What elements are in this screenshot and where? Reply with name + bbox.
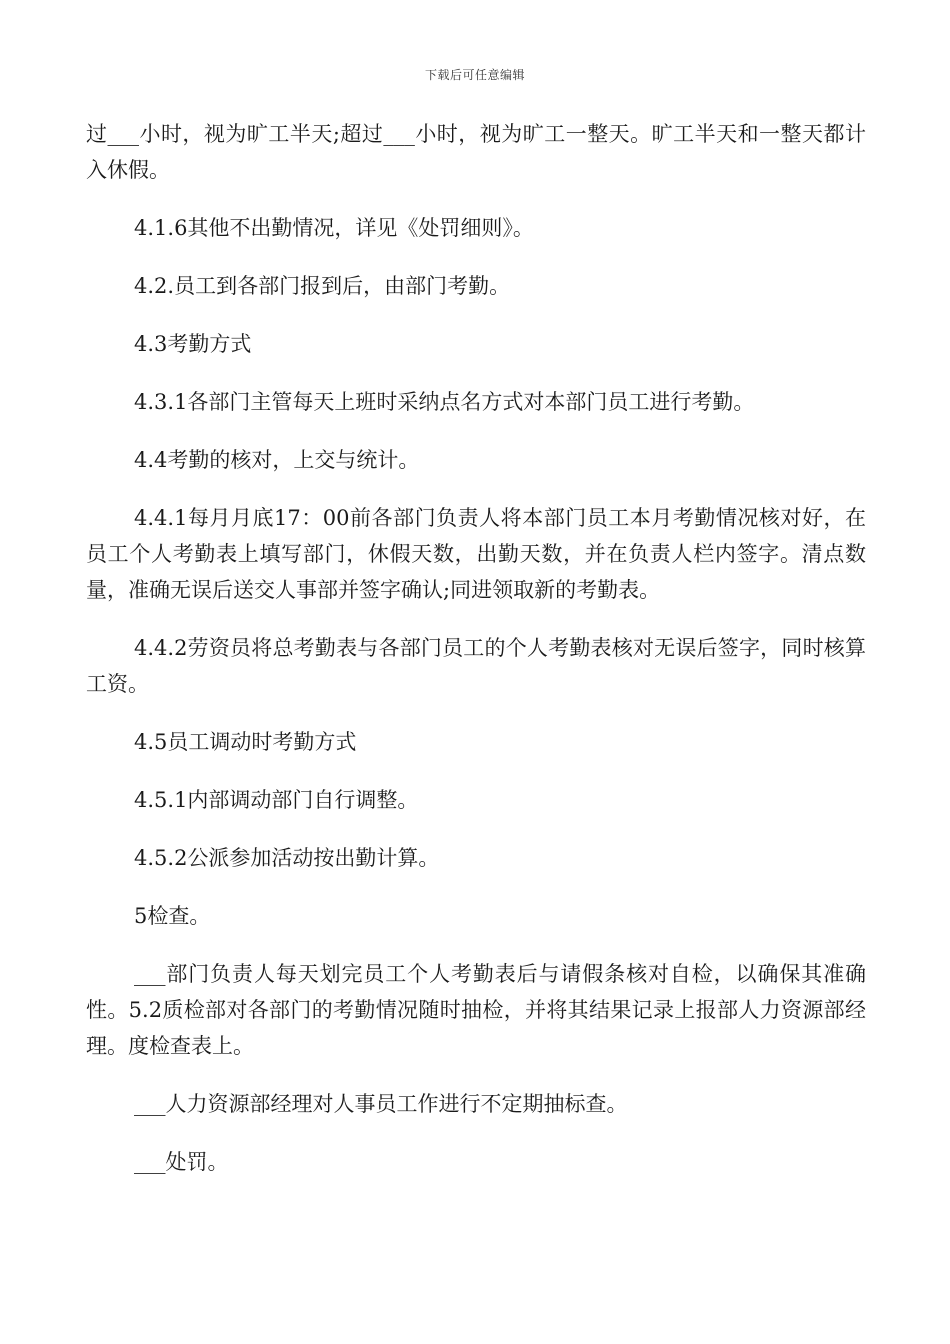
page-header: 下载后可任意编辑 [424, 68, 525, 82]
paragraph-10: 4.5.1内部调动部门自行调整。 [134, 788, 419, 812]
paragraph-5: 4.3.1各部门主管每天上班时采纳点名方式对本部门员工进行考勤。 [134, 390, 755, 414]
paragraph-4: 4.3考勤方式 [134, 332, 252, 356]
paragraph-9: 4.5员工调动时考勤方式 [134, 730, 357, 754]
document-body [86, 116, 866, 1202]
paragraph-13: ___部门负责人每天划完员工个人考勤表后与请假条核对自检，以确保其准确性。5.2质检部对各部门的考勤情况随时抽检，并将其结果记录上报部人力资源部经理。度检查表上。 [86, 962, 866, 1058]
paragraph-1: 过___小时，视为旷工半天;超过___小时，视为旷工一整天。旷工半天和一整天都计入休假。 [86, 122, 866, 182]
paragraph-15: ___处罚。 [134, 1150, 229, 1174]
paragraph-3: 4.2.员工到各部门报到后，由部门考勤。 [134, 274, 511, 298]
paragraph-2: 4.1.6其他不出勤情况，详见《处罚细则》。 [134, 216, 534, 240]
paragraph-11: 4.5.2公派参加活动按出勤计算。 [134, 846, 440, 870]
paragraph-6: 4.4考勤的核对，上交与统计。 [134, 448, 420, 472]
paragraph-14: ___人力资源部经理对人事员工作进行不定期抽标查。 [134, 1092, 628, 1116]
paragraph-7: 4.4.1每月月底17：00前各部门负责人将本部门员工本月考勤情况核对好，在员工个人考勤表上填写部门，休假天数，出勤天数，并在负责人栏内签字。清点数量，准确无误后送交人事部并签字确认;同进领取新的考勤表。 [86, 506, 866, 602]
paragraph-8: 4.4.2劳资员将总考勤表与各部门员工的个人考勤表核对无误后签字，同时核算工资。 [86, 636, 866, 696]
paragraph-12: 5检查。 [134, 904, 211, 928]
